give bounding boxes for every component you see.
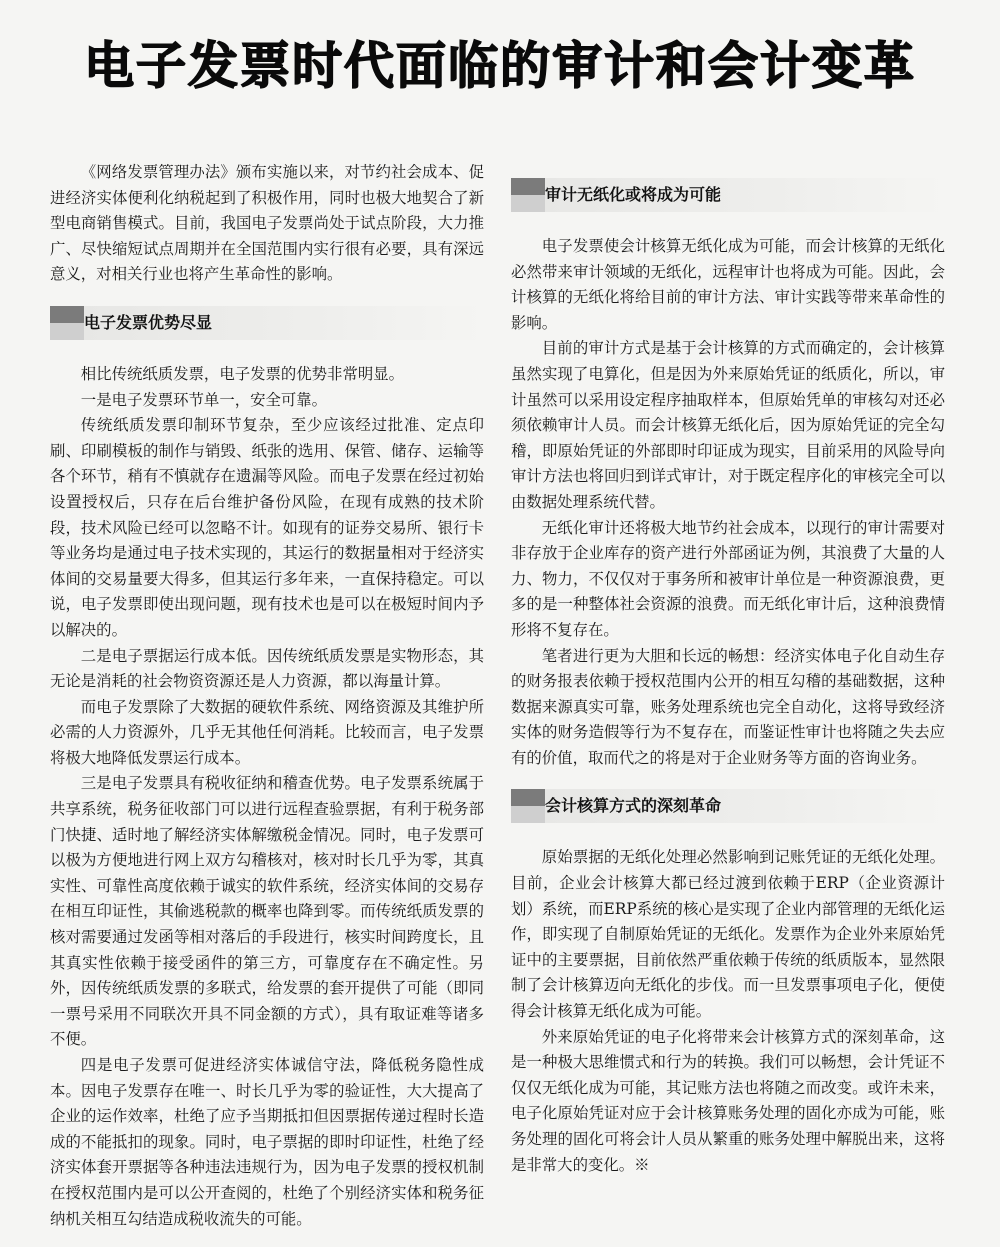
body-paragraph: 目前的审计方式是基于会计核算的方式而确定的，会计核算虽然实现了电算化，但是因为外来原始凭证的纸质化，所以，审计虽然可以采用设定程序抽取样本，但原始凭单的审核勾对还必须依赖审计人员。而会计核算无纸化后，因为原始凭证的完全勾稽，即原始凭证的外部即时印证成为现实，目前采用的风险导向审计方法也将回归到详式审计，对于既定程序化的审核完全可以由数据处理系统代替。 (511, 339, 945, 511)
body-paragraph: 外来原始凭证的电子化将带来会计核算方式的深刻革命，这是一种极大思维惯式和行为的转换。我们可以畅想，会计凭证不仅仅无纸化成为可能，其记账方法也将随之而改变。或许未来，电子化原始凭证对应于会计核算账务处理的固化亦成为可能，账务处理的固化可将会计人员从繁重的账务处理中解脱出来，这将是非常大的变化。※ (511, 1027, 945, 1174)
heading-marker-light (50, 323, 84, 340)
section-heading-text: 电子发票优势尽显 (84, 312, 213, 332)
section-heading (511, 178, 945, 212)
heading-marker-light (511, 806, 545, 823)
body-paragraph: 二是电子票据运行成本低。因传统纸质发票是实物形态，其无论是消耗的社会物资资源还是人力资源，都以海量计算。 (50, 646, 484, 691)
heading-marker-dark (50, 306, 84, 323)
body-paragraph: 笔者进行更为大胆和长远的畅想：经济实体电子化自动生存的财务报表依赖于授权范围内公开的相互勾稽的基础数据，这种数据来源真实可靠，账务处理系统也完全自动化，这将导致经济实体的财务造假等行为不复存在，而鉴证性审计也将随之失去应有的价值，取而代之的将是对于企业财务等方面的咨询业务。 (511, 646, 945, 767)
body-paragraph: 一是电子发票环节单一，安全可靠。 (80, 390, 328, 409)
body-paragraph: 原始票据的无纸化处理必然影响到记账凭证的无纸化处理。目前，企业会计核算大都已经过渡到依赖于ERP（企业资源计划）系统，而ERP系统的核心是实现了企业内部管理的无纸化运作，即实现了自制原始凭证的无纸化。发票作为企业外来原始凭证中的主要票据，目前依然严重依赖于传统的纸质版本，显然限制了会计核算迈向无纸化的步伐。而一旦发票事项电子化，便使得会计核算无纸化成为可能。 (511, 848, 945, 1021)
right-column (511, 178, 945, 1178)
article-title: 电子发票时代面临的审计和会计变革 (84, 37, 916, 95)
body-paragraph: 无纸化审计还将极大地节约社会成本，以现行的审计需要对非存放于企业库存的资产进行外部函证为例，其浪费了大量的人力、物力，不仅仅对于事务所和被审计单位是一种资源浪费，更多的是一种整体社会资源的浪费。而无纸化审计后，这种浪费情形将不复存在。 (511, 518, 945, 639)
section-heading-text: 会计核算方式的深刻革命 (545, 796, 722, 816)
heading-marker-dark (511, 178, 545, 195)
body-paragraph: 而电子发票除了大数据的硬软件系统、网络资源及其维护所必需的人力资源外，几乎无其他任何消耗。比较而言，电子发票将极大地降低发票运行成本。 (50, 697, 484, 767)
section-heading (511, 789, 945, 823)
body-paragraph: 电子发票使会计核算无纸化成为可能，而会计核算的无纸化必然带来审计领域的无纸化，远程审计也将成为可能。因此，会计核算的无纸化将给目前的审计方法、审计实践等带来革命性的影响。 (511, 237, 945, 332)
body-paragraph: 四是电子发票可促进经济实体诚信守法，降低税务隐性成本。因电子发票存在唯一、时长几乎为零的验证性，大大提高了企业的运作效率，杜绝了应予当期抵扣但因票据传递过程时长造成的不能抵扣的现象。同时，电子票据的即时印证性，杜绝了经济实体套开票据等各种违法违规行为，因为电子发票的授权机制在授权范围内是可以公开查阅的，杜绝了个别经济实体和税务征纳机关相互勾结造成税收流失的可能。 (50, 1056, 484, 1228)
section-heading (50, 306, 484, 340)
body-paragraph: 传统纸质发票印制环节复杂，至少应该经过批准、定点印刷、印刷模板的制作与销毁、纸张的选用、保管、储存、运输等各个环节，稍有不慎就存在遗漏等风险。而电子发票在经过初始设置授权后，只存在后台维护备份风险，在现有成熟的技术阶段，技术风险已经可以忽略不计。如现有的证券交易所、银行卡等业务均是通过电子技术实现的，其运行的数据量相对于经济实体间的交易量要大得多，但其运行多年来，一直保持稳定。可以说，电子发票即使出现问题，现有技术也是可以在极短时间内予以解决的。 (50, 416, 484, 639)
heading-marker-dark (511, 789, 545, 806)
body-paragraph: 三是电子发票具有税收征纳和稽查优势。电子发票系统属于共享系统，税务征收部门可以进行远程查验票据，有利于税务部门快捷、适时地了解经济实体解缴税金情况。同时，电子发票可以极为方便地进行网上双方勾稽核对，核对时长几乎为零，其真实性、可靠性高度依赖于诚实的软件系统，经济实体间的交易存在相互印证性，其偷逃税款的概率也降到零。而传统纸质发票的核对需要通过发函等相对落后的手段进行，核实时间跨度长，且其真实性依赖于接受函件的第三方，可靠度存在不确定性。另外，因传统纸质发票的多联式，给发票的套开提供了可能（即同一票号采用不同联次开具不同金额的方式），具有取证难等诸多不便。 (50, 774, 484, 1049)
heading-marker-light (511, 195, 545, 212)
body-paragraph: 相比传统纸质发票，电子发票的优势非常明显。 (80, 364, 405, 383)
intro-paragraph: 《网络发票管理办法》颁布实施以来，对节约社会成本、促进经济实体便利化纳税起到了积极作用，同时也极大地契合了新型电商销售模式。目前，我国电子发票尚处于试点阶段，大力推广、尽快缩短试点周期并在全国范围内实行很有必要，具有深远意义，对相关行业也将产生革命性的影响。 (50, 163, 484, 284)
section-heading-text: 审计无纸化或将成为可能 (545, 185, 722, 204)
left-column (50, 160, 484, 1232)
